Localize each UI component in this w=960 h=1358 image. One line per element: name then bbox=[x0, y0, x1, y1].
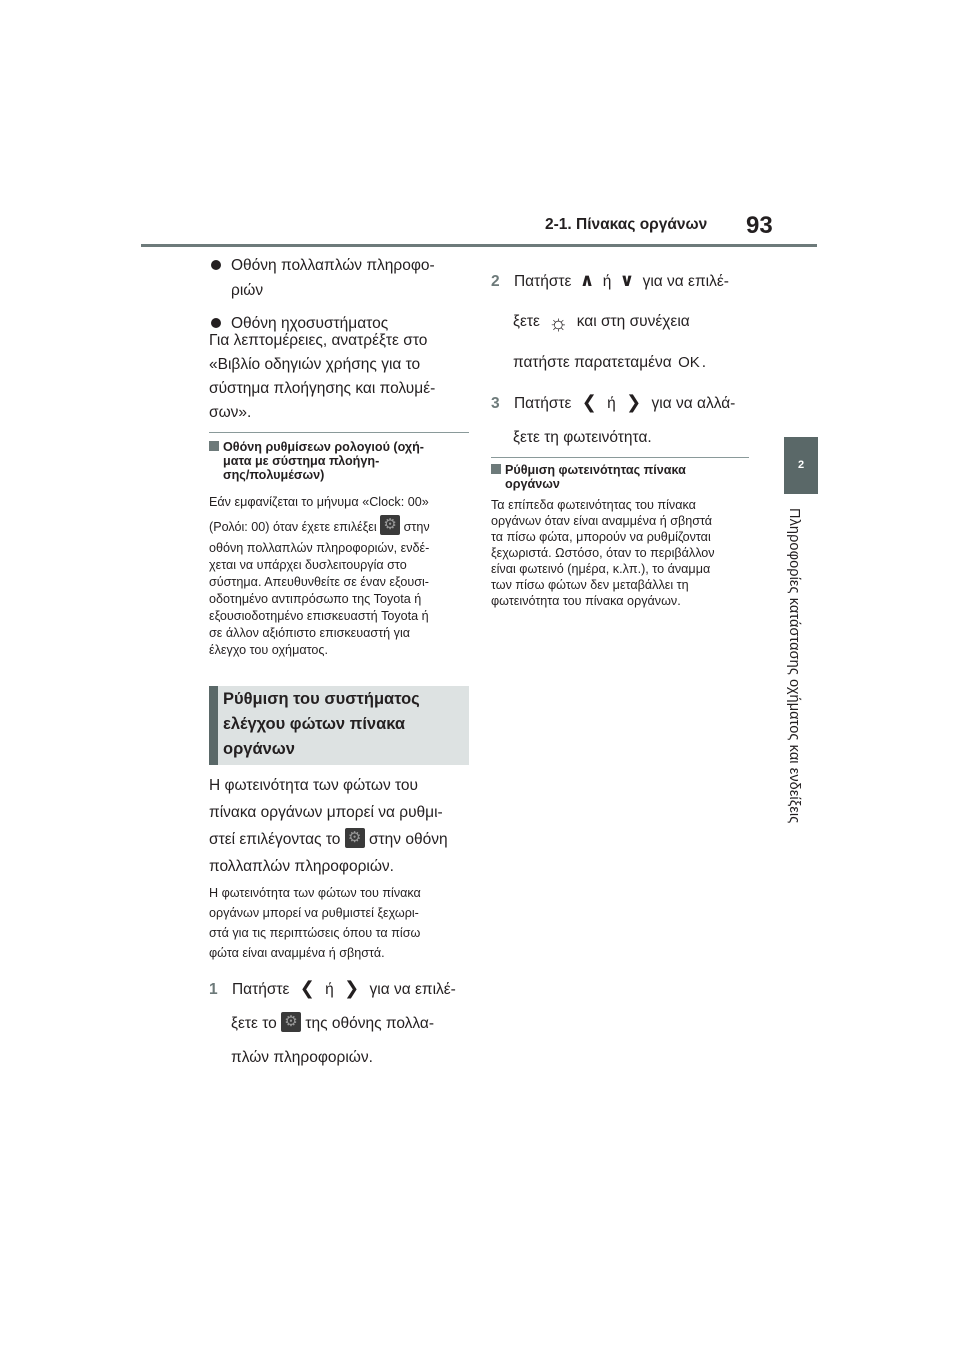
step-line bbox=[491, 343, 749, 383]
chapter-tab bbox=[784, 437, 818, 494]
step-number: 2 bbox=[491, 273, 500, 290]
intro-paragraph bbox=[209, 329, 469, 425]
chevron-right-icon: ❯ bbox=[626, 392, 642, 412]
heading-line: ματα με σύστημα πλοήγη- bbox=[223, 454, 380, 468]
step-text: ξετε το bbox=[231, 1015, 277, 1032]
para-line: έλεγχο του οχήματος. bbox=[209, 643, 328, 657]
para-line: εξουσιοδοτημένο επισκευαστή Toyota ή bbox=[209, 609, 429, 623]
intro-line: σων». bbox=[209, 404, 252, 421]
settings-gear-icon bbox=[281, 1012, 301, 1032]
subsection-heading bbox=[491, 463, 749, 491]
para-line bbox=[209, 515, 469, 537]
step-line bbox=[209, 1007, 469, 1041]
chevron-right-icon: ❯ bbox=[344, 978, 360, 998]
step-text: Πατήστε bbox=[231, 981, 290, 998]
body-line bbox=[209, 826, 469, 853]
chevron-up-icon: ∧ bbox=[579, 270, 595, 290]
step-line bbox=[209, 971, 469, 1007]
para-line: φωτεινότητα του πίνακα οργάνων. bbox=[491, 594, 681, 608]
step-2 bbox=[491, 260, 749, 383]
chapter-title: Πληροφορίες κατάστασης οχήματος και ενδείξεις bbox=[786, 508, 802, 824]
heading-line: σης/πολυμέσων) bbox=[223, 468, 325, 482]
square-bullet-icon bbox=[491, 464, 501, 474]
page-number: 93 bbox=[746, 212, 773, 239]
brightness-paragraph bbox=[491, 497, 749, 609]
para-line: Τα επίπεδα φωτεινότητας του πίνακα bbox=[491, 498, 696, 512]
heading-line: Ρύθμιση φωτεινότητας πίνακα bbox=[505, 463, 686, 477]
settings-gear-icon bbox=[345, 828, 365, 848]
ok-button-icon: OK bbox=[678, 354, 700, 371]
step-1 bbox=[209, 971, 469, 1075]
para-line: χεται να υπάρχει δυσλειτουργία στο bbox=[209, 558, 407, 572]
bullet-list bbox=[209, 253, 469, 336]
step-text: για να επιλέ- bbox=[369, 981, 456, 998]
subsection-clock bbox=[209, 440, 469, 482]
bullet-text-cont: ριών bbox=[231, 282, 264, 299]
brightness-adjust-icon: ☼ bbox=[548, 310, 569, 335]
chevron-left-icon: ❮ bbox=[581, 392, 597, 412]
step-3 bbox=[491, 385, 749, 455]
para-text: στην bbox=[403, 520, 430, 534]
para-line: οδοτημένο αντιπρόσωπο της Toyota ή bbox=[209, 592, 422, 606]
heading-line: οργάνων bbox=[505, 477, 560, 491]
step-line bbox=[491, 385, 749, 421]
step-text: Πατήστε bbox=[513, 395, 572, 412]
step-line: ξετε τη φωτεινότητα. bbox=[513, 429, 652, 446]
step-text: Πατήστε bbox=[513, 273, 572, 290]
para-line: Εάν εμφανίζεται το μήνυμα «Clock: 00» bbox=[209, 495, 429, 509]
chapter-number: 2 bbox=[797, 459, 805, 471]
intro-line: Για λεπτομέρειες, ανατρέξτε στο bbox=[209, 332, 428, 349]
body-paragraph bbox=[209, 772, 469, 880]
body-text: στην οθόνη bbox=[368, 831, 448, 848]
body-line: πίνακα οργάνων μπορεί να ρυθμι- bbox=[209, 804, 443, 821]
subsection-rule bbox=[491, 457, 749, 458]
chevron-left-icon: ❮ bbox=[299, 978, 315, 998]
bullet-item bbox=[209, 253, 469, 278]
step-text: ή bbox=[607, 395, 616, 412]
note-paragraph bbox=[209, 883, 469, 963]
para-line: οθόνη πολλαπλών πληροφοριών, ενδέ- bbox=[209, 541, 430, 555]
body-text: στεί επιλέγοντας το bbox=[209, 831, 341, 848]
intro-line: σύστημα πλοήγησης και πολυμέ- bbox=[209, 380, 436, 397]
step-line bbox=[491, 302, 749, 343]
bullet-icon bbox=[211, 318, 221, 328]
subsection-heading bbox=[209, 440, 469, 482]
step-text: και στη συνέχεια bbox=[576, 313, 690, 330]
subsection-brightness bbox=[491, 463, 749, 491]
para-line: σε άλλον αξιόπιστο επισκευαστή για bbox=[209, 626, 411, 640]
heading-line: οργάνων bbox=[223, 740, 295, 758]
step-text: ή bbox=[602, 273, 612, 290]
step-number: 1 bbox=[209, 981, 218, 998]
settings-gear-icon bbox=[380, 515, 400, 535]
note-line: φώτα είναι αναμμένα ή σβηστά. bbox=[209, 946, 385, 960]
section-title-box bbox=[209, 686, 469, 765]
step-line: πλών πληροφοριών. bbox=[231, 1049, 373, 1066]
section-heading bbox=[223, 687, 420, 762]
chevron-down-icon: ∨ bbox=[619, 270, 635, 290]
heading-line: Οθόνη ρυθμίσεων ρολογιού (οχή- bbox=[223, 440, 424, 454]
step-text: ή bbox=[325, 981, 334, 998]
note-line: στά για τις περιπτώσεις όπου τα πίσω bbox=[209, 926, 421, 940]
step-text: ξετε bbox=[513, 313, 540, 330]
heading-line: Ρύθμιση του συστήματος bbox=[223, 690, 420, 708]
step-line bbox=[491, 260, 749, 302]
para-line: τα πίσω φώτα, μπορούν να ρυθμίζονται bbox=[491, 530, 711, 544]
bullet-text: Οθόνη πολλαπλών πληροφο- bbox=[231, 257, 435, 274]
note-line: οργάνων μπορεί να ρυθμιστεί ξεχωρι- bbox=[209, 906, 419, 920]
para-line: οργάνων όταν είναι αναμμένα ή σβηστά bbox=[491, 514, 713, 528]
square-bullet-icon bbox=[209, 441, 219, 451]
step-text: της οθόνης πολλα- bbox=[305, 1015, 435, 1032]
subsection-rule bbox=[209, 432, 469, 433]
bullet-icon bbox=[211, 260, 221, 270]
para-line: σύστημα. Απευθυνθείτε σε έναν εξουσι- bbox=[209, 575, 429, 589]
section-title: 2-1. Πίνακας οργάνων bbox=[545, 216, 708, 233]
step-number: 3 bbox=[491, 395, 500, 412]
para-line: είναι φωτεινό (ημέρα, κ.λπ.), το άναμμα bbox=[491, 562, 711, 576]
clock-paragraph bbox=[209, 492, 469, 659]
body-line: πολλαπλών πληροφοριών. bbox=[209, 858, 394, 875]
body-line: Η φωτεινότητα των φώτων του bbox=[209, 777, 419, 794]
intro-line: «Βιβλίο οδηγιών χρήσης για το bbox=[209, 356, 421, 373]
title-box-bar bbox=[209, 686, 218, 765]
step-text: για να επιλέ- bbox=[642, 273, 729, 290]
para-line: ξεχωριστά. Ωστόσο, όταν το περιβάλλον bbox=[491, 546, 715, 560]
header-rule bbox=[141, 244, 817, 247]
step-text: πατήστε παρατεταμένα bbox=[513, 354, 672, 371]
bullet-text: Οθόνη ηχοσυστήματος bbox=[231, 315, 389, 332]
step-text: για να αλλά- bbox=[651, 395, 736, 412]
heading-line: ελέγχου φώτων πίνακα bbox=[223, 715, 406, 733]
para-text: (Ρολόι: 00) όταν έχετε επιλέξει bbox=[209, 520, 377, 534]
step-text: . bbox=[701, 354, 707, 371]
note-line: Η φωτεινότητα των φώτων του πίνακα bbox=[209, 886, 421, 900]
para-line: των πίσω φώτων δεν μεταβάλλει τη bbox=[491, 578, 689, 592]
